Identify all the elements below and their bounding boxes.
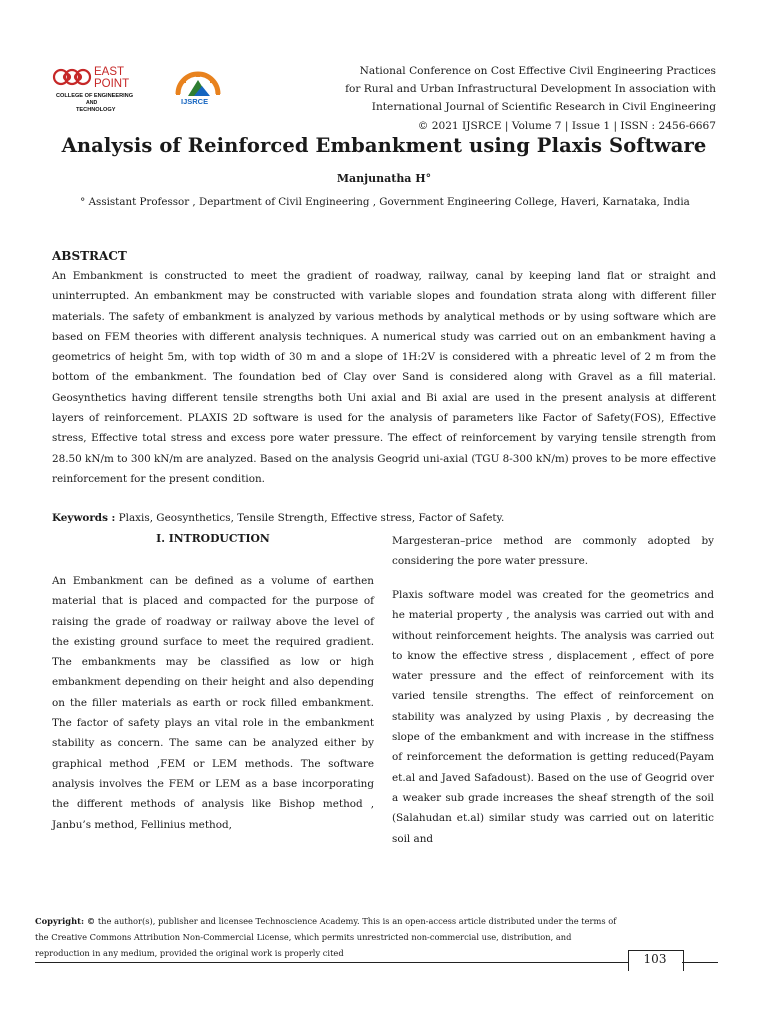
logo-east-line1: EAST [94, 66, 125, 78]
section-heading-introduction: I. INTRODUCTION [156, 532, 270, 545]
ijsrce-logo [170, 66, 226, 112]
logo-east-sub2: AND [86, 100, 98, 106]
logo-east-sub1: COLLEGE OF ENGINEERING [56, 93, 134, 99]
page-number: 103 [643, 952, 667, 966]
logo-east-sub3: TECHNOLOGY [76, 107, 116, 113]
conference-line-3: International Journal of Scientific Research in Civil Engineering [371, 101, 716, 114]
journal-info-line: © 2021 IJSRCE | Volume 7 | Issue 1 | ISSN : 2456-6667 [417, 119, 716, 132]
keywords [52, 512, 716, 524]
introduction-column-2: Plaxis software model was created for the geometrics and he material property , the analysis was carried out with and without reinforcement heights. The analysis was carried out to know the effective stress , displacement , effect of pore water pressure and the effect of reinforcement with its varied tensile strengths. The effect of reinforcement on stability was analyzed by using Plaxis , by decreasing the slope of the embankment and with increase in the stiffness of reinforcement the deformation is getting reduced(Payam et.al and Javed Safadoust). Based on the use of Geogrid over a weaker sub grade increases the sheaf strength of the soil (Salahudan et.al) similar study was carried out on lateritic soil and [392, 589, 714, 845]
copyright-notice [35, 914, 625, 961]
copyright-label: Copyright: © [35, 916, 96, 926]
author-affiliation: ° Assistant Professor , Department of Civil Engineering , Government Engineering College, Haveri, Karnataka, India [80, 196, 690, 208]
keywords-text: Plaxis, Geosynthetics, Tensile Strength, Effective stress, Factor of Safety. [115, 512, 505, 524]
logo-ijsrce-text: IJSRCE [181, 97, 209, 106]
keywords-label: Keywords : [52, 512, 116, 524]
conference-header [296, 62, 716, 135]
paper-title: Analysis of Reinforced Embankment using Plaxis Software [61, 134, 707, 157]
footer-rule-left [35, 962, 628, 963]
introduction-column-2-top: Margesteran–price method are commonly adopted by considering the pore water pressure. [392, 535, 714, 568]
introduction-column-1: An Embankment can be defined as a volume of earthen material that is placed and compacted for the purpose of raising the grade of roadway or railway above the level of the existing ground surface to meet the required gradient. The embankments may be classified as low or high embankment depending on their height and also depending on the filler materials as earth or rock filled embankment. The factor of safety plays an vital role in the embankment stability as concern. The same can be analyzed either by graphical method ,FEM or LEM methods. The software analysis involves the FEM or LEM as a base incorporating the different methods of analysis like Bishop method , Janbu’s method, Fellinius method, [52, 575, 374, 831]
author-name: Manjunatha H° [336, 172, 432, 185]
copyright-text: the author(s), publisher and licensee Technoscience Academy. This is an open-access article distributed under the terms of the Creative Commons Attribution Non-Commercial License, which permits unrestricted non-commercial use, distribution, and reproduction in any medium, provided the original work is properly cited [35, 916, 617, 958]
abstract-text: An Embankment is constructed to meet the gradient of roadway, railway, canal by keeping land flat or straight and uninterrupted. An embankment may be constructed with variable slopes and foundation strata along with different filler materials. The safety of embankment is analyzed by various methods by analytical methods or by using software which are based on FEM theories with different analysis techniques. A numerical study was carried out on an embankment having a geometrics of height 5m, with top width of 30 m and a slope of 1H:2V is considered with a phreatic level of 2 m from the bottom of the embankment. The foundation bed of Clay over Sand is considered along with Gravel as a fill material. Geosynthetics having different tensile strengths both Uni axial and Bi axial are used in the present analysis at different layers of reinforcement. PLAXIS 2D software is used for the analysis of parameters like Factor of Safety(FOS), Effective stress, Effective total stress and excess pore water pressure. The effect of reinforcement by varying tensile strength from 28.50 kN/m to 300 kN/m are analyzed. Based on the analysis Geogrid uni-axial (TGU 8-300 kN/m) proves to be more effective reinforcement for the present condition. [52, 270, 716, 485]
conference-line-1: National Conference on Cost Effective Civil Engineering Practices [359, 65, 716, 77]
logo-east-line2: POINT [94, 78, 130, 90]
conference-line-2: for Rural and Urban Infrastructural Development In association with [345, 83, 716, 96]
footer-rule-right [682, 962, 718, 963]
east-point-logo [52, 64, 162, 120]
abstract-heading: ABSTRACT [52, 249, 127, 263]
